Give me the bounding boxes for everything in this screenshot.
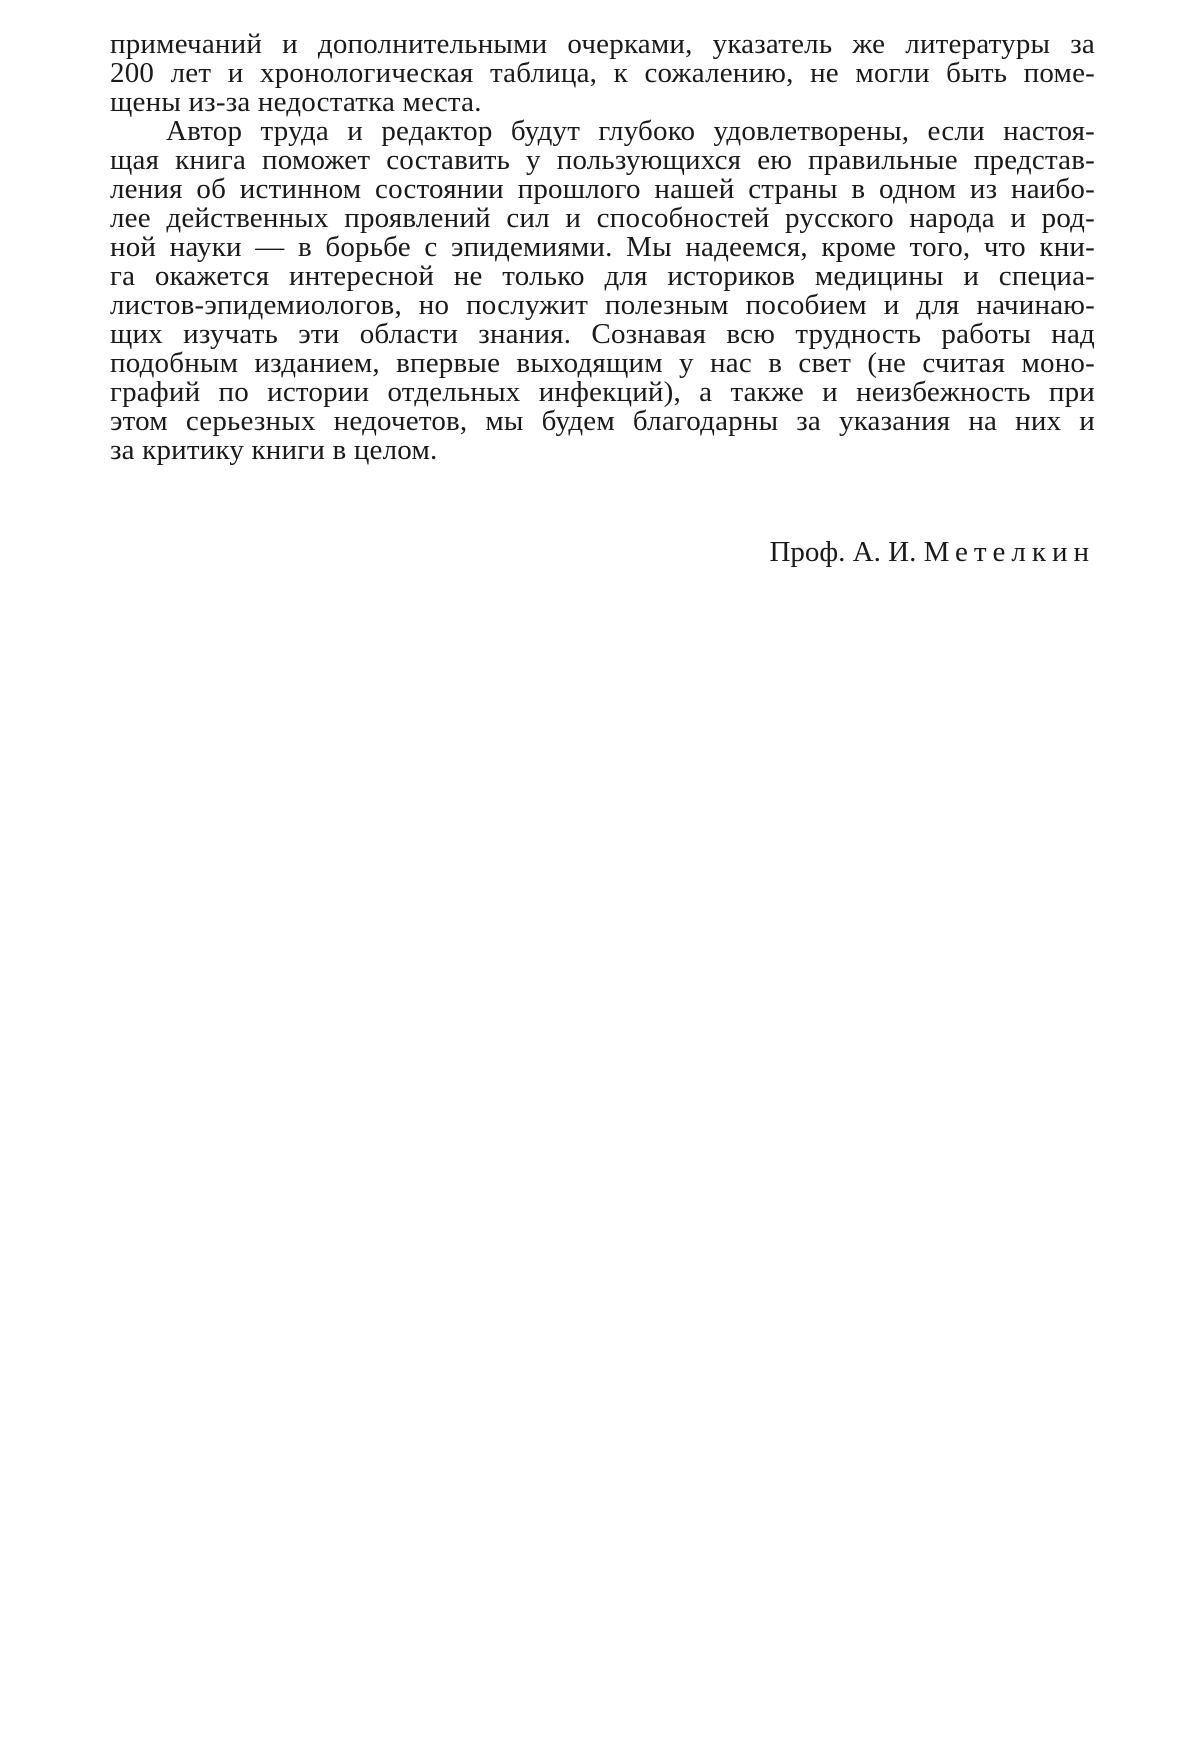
body-text [110, 30, 1095, 465]
text-line: щих изучать эти области знания. Сознавая всю трудность работы над [110, 318, 1095, 350]
signature-surname: Метелкин [923, 536, 1095, 568]
text-line: лее действенных проявлений сил и способностей русского народа и род- [110, 202, 1095, 234]
text-line: 200 лет и хронологическая таблица, к сожалению, не могли быть поме- [110, 57, 1095, 89]
text-line: примечаний и дополнительными очерками, указатель же литературы за [110, 28, 1095, 60]
signature-prefix: Проф. А. И. [769, 536, 917, 568]
text-line: этом серьезных недочетов, мы будем благодарны за указания на них и [110, 405, 1095, 437]
paragraph-2 [110, 117, 1095, 465]
text-line: щая книга поможет составить у пользующихся ею правильные представ- [110, 144, 1095, 176]
text-line: щены из-за недостатка места. [110, 86, 482, 118]
author-signature [769, 538, 1095, 567]
text-line: графий по истории отдельных инфекций), а также и неизбежность при [110, 376, 1095, 408]
text-line: га окажется интересной не только для историков медицины и специа- [110, 260, 1095, 292]
text-line: Автор труда и редактор будут глубоко удовлетворены, если настоя- [166, 115, 1095, 147]
text-line: ной науки — в борьбе с эпидемиями. Мы надеемся, кроме того, что кни- [110, 231, 1095, 263]
text-line: за критику книги в целом. [110, 434, 438, 466]
paragraph-1 [110, 30, 1095, 117]
text-line: ления об истинном состоянии прошлого нашей страны в одном из наибо- [110, 173, 1095, 205]
text-line: листов-эпидемиологов, но послужит полезным пособием и для начинаю- [110, 289, 1095, 321]
text-line: подобным изданием, впервые выходящим у нас в свет (не считая моно- [110, 347, 1095, 379]
